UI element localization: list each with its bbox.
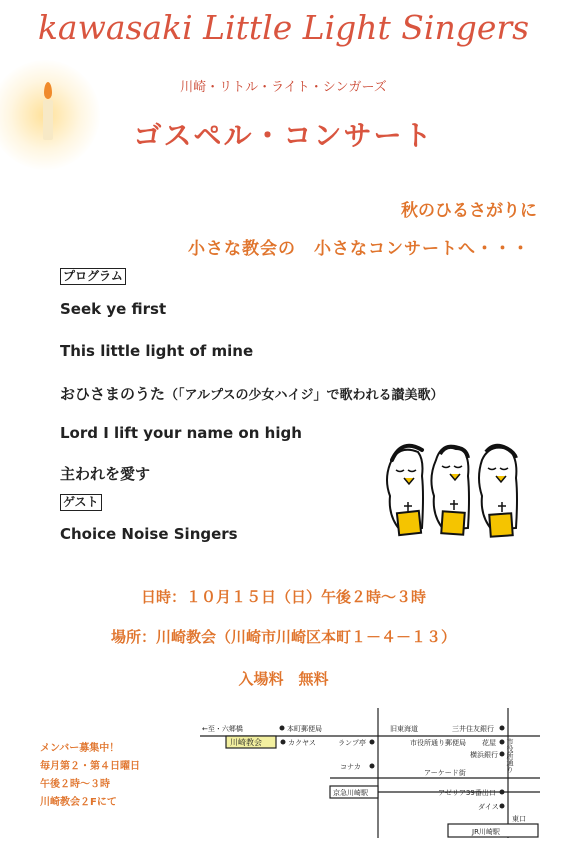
map-label: ダイス [478, 803, 499, 811]
program-item [60, 383, 443, 404]
header-subtitle: 川崎・リトル・ライト・シンガーズ [180, 80, 387, 95]
map-label: カクヤス [288, 739, 316, 747]
program-item-note: （「アルプスの少女ハイジ」で歌われる讃美歌） [165, 388, 444, 403]
map-label: アーケード街 [424, 769, 466, 777]
guest-label: ゲスト [60, 494, 102, 511]
map-label: 花屋 [482, 739, 496, 747]
recruit-line: 午後２時～３時 [40, 779, 110, 790]
event-fee: 入場料 無料 [238, 670, 329, 688]
map-label: 東口 [512, 815, 526, 823]
recruit-block [40, 740, 190, 812]
concert-title: ゴスペル・コンサート [133, 119, 434, 152]
map-label: 京急川崎駅 [333, 789, 368, 797]
map-label: 本町郵便局 [287, 725, 322, 733]
map-label: JR川崎駅 [472, 828, 500, 836]
recruit-line: メンバー募集中！ [40, 743, 120, 754]
program-item: This little light of mine [60, 342, 254, 360]
event-datetime: 日時：１０月１５日（日）午後２時～３時 [140, 588, 426, 606]
event-place: 場所：川崎教会（川崎市川崎区本町１－４－１３） [110, 628, 456, 646]
tagline-line2: 小さな教会の 小さなコンサートへ・・・ [188, 239, 530, 259]
recruit-line: 川崎教会２Fにて [40, 797, 117, 808]
header-title: kawasaki Little Light Singers [37, 8, 530, 47]
recruit-line: 毎月第２・第４日曜日 [40, 761, 140, 772]
program-item: Lord I lift your name on high [60, 424, 302, 442]
singer-figure [387, 446, 517, 537]
singers-illustration [378, 436, 528, 548]
guest-name: Choice Noise Singers [60, 525, 238, 543]
map-label: 市役所通り [506, 738, 514, 773]
map-label: 横浜銀行 [470, 751, 498, 759]
map-label: アゼリア39番出口 [438, 789, 496, 797]
tagline-line1: 秋のひるさがりに [401, 201, 537, 221]
map-label: ←至・六郷橋 [202, 725, 243, 733]
map-label: 市役所通り郵便局 [410, 739, 466, 747]
map-label-church: 川崎教会 [230, 738, 262, 747]
access-map [190, 708, 550, 843]
map-label: 三井住友銀行 [452, 725, 494, 733]
program-item: Seek ye first [60, 300, 167, 318]
program-label: プログラム [60, 268, 126, 285]
map-label: 旧東海道 [390, 725, 418, 733]
program-item-title: おひさまのうた [60, 385, 166, 403]
map-label: ランプ亭 [338, 739, 366, 747]
program-item: 主われを愛す [60, 465, 151, 483]
map-label: コナカ [340, 763, 361, 771]
